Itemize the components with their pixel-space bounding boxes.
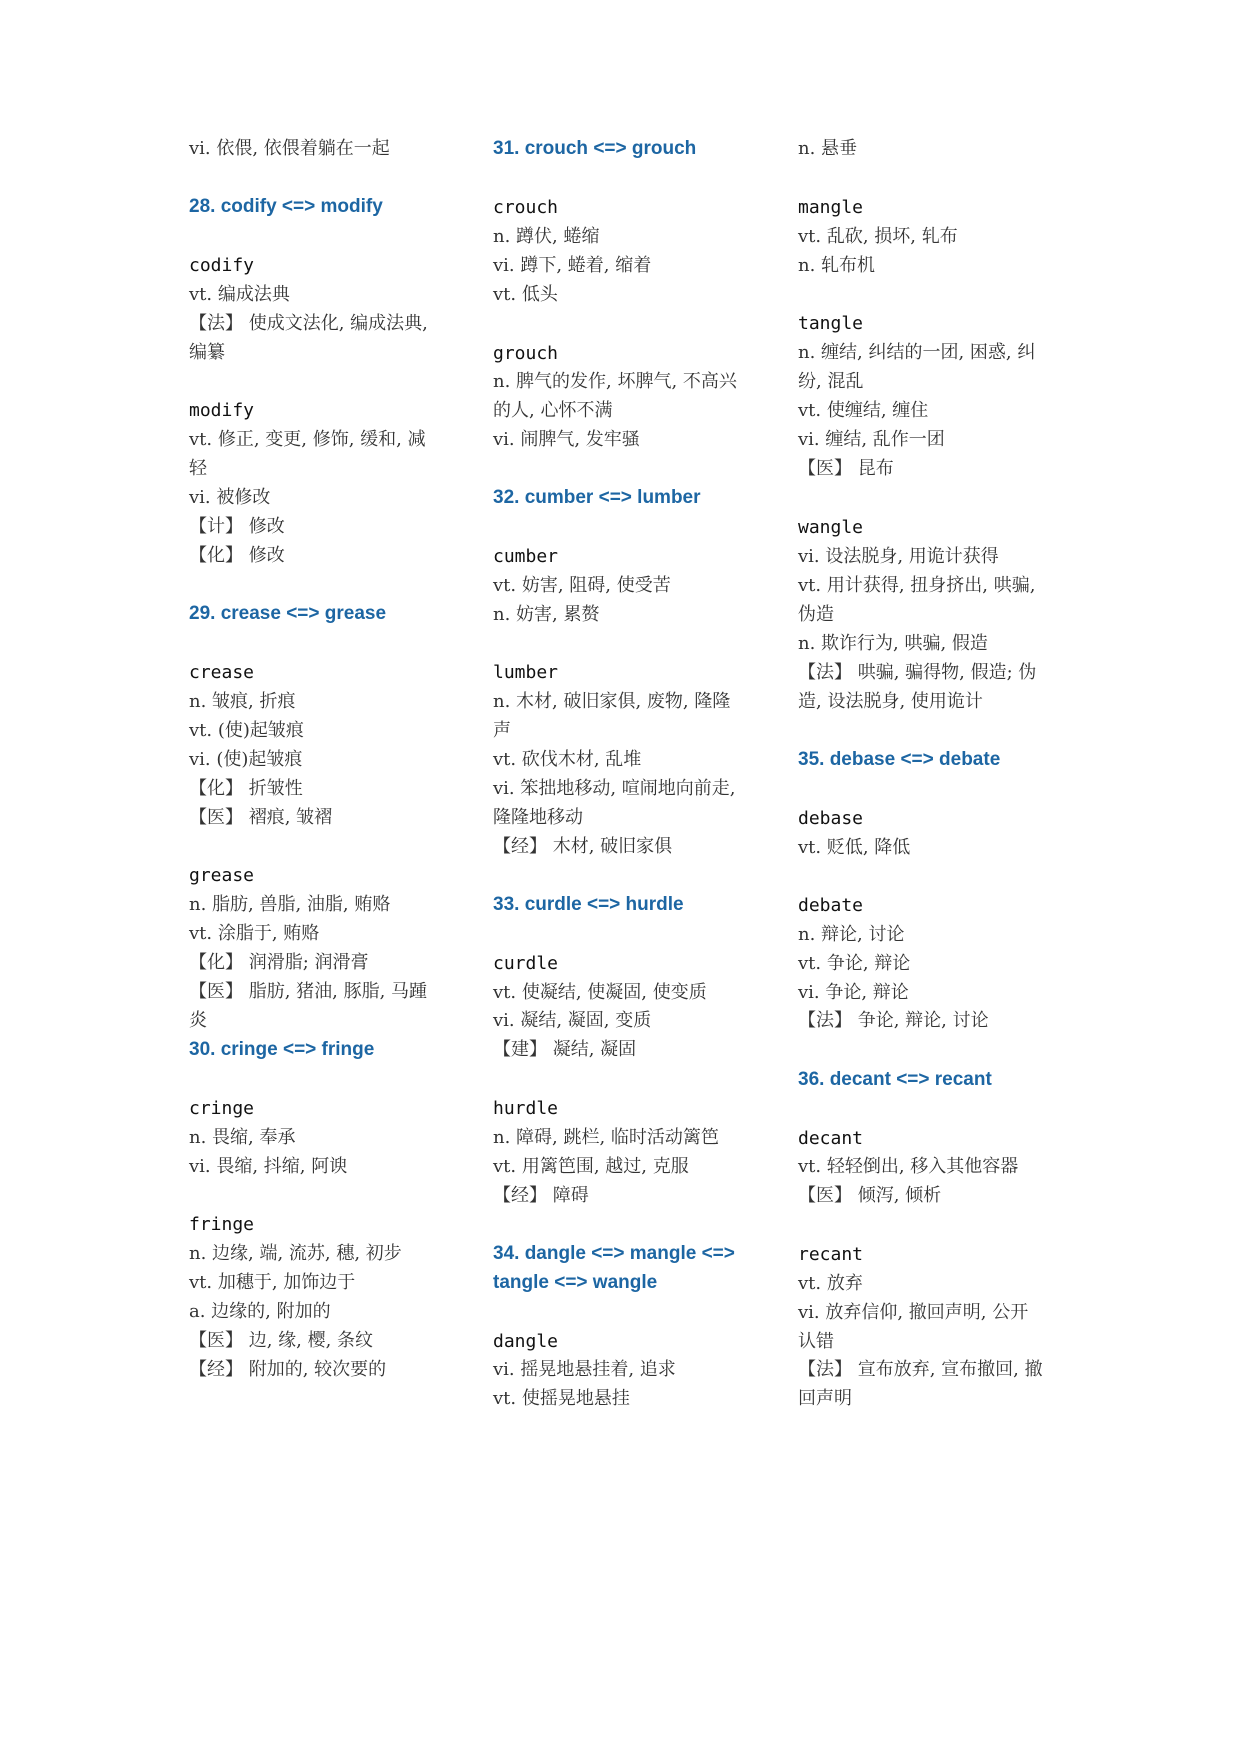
entry-heading: tangle <=> wangle — [493, 1272, 658, 1293]
definition-line: vi. 设法脱身, 用诡计获得 — [798, 546, 999, 567]
definition-line: 造, 设法脱身, 使用诡计 — [798, 691, 983, 712]
definition-line: vt. 涂脂于, 贿赂 — [189, 923, 320, 944]
definition-line: 【医】 脂肪, 猪油, 豚脂, 马踵 — [189, 981, 428, 1002]
headword: grouch — [493, 343, 559, 364]
definition-line: 认错 — [798, 1331, 834, 1352]
headword: grease — [189, 865, 255, 886]
headword: cumber — [493, 546, 559, 567]
definition-line: vi. 凝结, 凝固, 变质 — [493, 1010, 652, 1031]
entry-heading: 29. crease <=> grease — [189, 603, 387, 624]
definition-line: vi. 摇晃地悬挂着, 追求 — [493, 1359, 676, 1380]
definition-line: n. 悬垂 — [798, 138, 858, 159]
definition-line: vi. 争论, 辩论 — [798, 982, 909, 1003]
headword: lumber — [493, 662, 559, 683]
headword: fringe — [189, 1214, 255, 1235]
definition-line: vt. 使缠结, 缠住 — [798, 400, 929, 421]
definition-line: vt. 编成法典 — [189, 284, 290, 305]
definition-line: 轻 — [189, 458, 207, 479]
definition-line: n. 缠结, 纠结的一团, 困惑, 纠 — [798, 342, 1036, 363]
definition-line: 编纂 — [189, 342, 225, 363]
headword: crease — [189, 662, 255, 683]
headword: cringe — [189, 1098, 255, 1119]
definition-line: 【建】 凝结, 凝固 — [493, 1039, 637, 1060]
definition-line: 纷, 混乱 — [798, 371, 864, 392]
definition-line: 【法】 哄骗, 骗得物, 假造; 伪 — [798, 662, 1037, 683]
headword: curdle — [493, 953, 559, 974]
definition-line: n. 障碍, 跳栏, 临时活动篱笆 — [493, 1127, 719, 1148]
definition-line: vt. 轻轻倒出, 移入其他容器 — [798, 1156, 1019, 1177]
definition-line: n. 蹲伏, 蜷缩 — [493, 226, 600, 247]
entry-heading: 36. decant <=> recant — [798, 1069, 992, 1090]
entry-heading: 28. codify <=> modify — [189, 196, 383, 217]
definition-line: n. 辩论, 讨论 — [798, 924, 905, 945]
definition-line: 【医】 边, 缘, 樱, 条纹 — [189, 1330, 374, 1351]
definition-line: vt. 低头 — [493, 284, 558, 305]
definition-line: 的人, 心怀不满 — [493, 400, 613, 421]
definition-line: 【法】 争论, 辩论, 讨论 — [798, 1010, 989, 1031]
definition-line: 【经】 障碍 — [493, 1185, 589, 1206]
headword: debate — [798, 895, 864, 916]
definition-line: 【法】 使成文法化, 编成法典, — [189, 313, 428, 334]
definition-line: 【医】 昆布 — [798, 458, 894, 479]
definition-line: n. 欺诈行为, 哄骗, 假造 — [798, 633, 988, 654]
definition-line: vi. 畏缩, 抖缩, 阿谀 — [189, 1156, 348, 1177]
definition-line: vt. 用篱笆围, 越过, 克服 — [493, 1156, 689, 1177]
entry-heading: 30. cringe <=> fringe — [189, 1039, 375, 1060]
definition-line: n. 木材, 破旧家俱, 废物, 隆隆 — [493, 691, 731, 712]
definition-line: vt. (使)起皱痕 — [189, 720, 304, 741]
definition-line: 【化】 折皱性 — [189, 778, 303, 799]
headword: debase — [798, 808, 864, 829]
definition-line: n. 轧布机 — [798, 255, 876, 276]
entry-heading: 32. cumber <=> lumber — [493, 487, 701, 508]
definition-line: vt. 贬低, 降低 — [798, 837, 911, 858]
definition-line: vt. 修正, 变更, 修饰, 缓和, 减 — [189, 429, 426, 450]
entry-heading: 35. debase <=> debate — [798, 749, 1001, 770]
definition-line: 【医】 褶痕, 皱褶 — [189, 807, 333, 828]
definition-line: vi. (使)起皱痕 — [189, 749, 303, 770]
definition-line: a. 边缘的, 附加的 — [189, 1301, 331, 1322]
definition-line: vt. 加穗于, 加饰边于 — [189, 1272, 356, 1293]
definition-line: vt. 使凝结, 使凝固, 使变质 — [493, 982, 707, 1003]
definition-line: 【化】 修改 — [189, 545, 285, 566]
definition-line: 声 — [493, 720, 511, 741]
definition-line: 隆隆地移动 — [493, 807, 583, 828]
definition-line: vi. 依偎, 依偎着躺在一起 — [189, 138, 390, 159]
headword: decant — [798, 1128, 864, 1149]
definition-line: vi. 闹脾气, 发牢骚 — [493, 429, 640, 450]
definition-line: 【医】 倾泻, 倾析 — [798, 1185, 942, 1206]
definition-line: vi. 缠结, 乱作一团 — [798, 429, 945, 450]
entry-heading: 31. crouch <=> grouch — [493, 138, 697, 159]
definition-line: 伪造 — [798, 604, 834, 625]
definition-line: vt. 砍伐木材, 乱堆 — [493, 749, 642, 770]
definition-line: vi. 蹲下, 蜷着, 缩着 — [493, 255, 652, 276]
headword: recant — [798, 1244, 864, 1265]
entry-heading: 33. curdle <=> hurdle — [493, 894, 684, 915]
definition-line: n. 脾气的发作, 坏脾气, 不高兴 — [493, 371, 737, 392]
headword: crouch — [493, 197, 559, 218]
headword: codify — [189, 255, 255, 276]
definition-line: n. 皱痕, 折痕 — [189, 691, 296, 712]
definition-line: vt. 用计获得, 扭身挤出, 哄骗, — [798, 575, 1036, 596]
definition-line: vi. 放弃信仰, 撤回声明, 公开 — [798, 1302, 1029, 1323]
definition-line: vt. 妨害, 阻碍, 使受苦 — [493, 575, 671, 596]
definition-line: 【经】 附加的, 较次要的 — [189, 1359, 387, 1380]
entry-heading: 34. dangle <=> mangle <=> — [493, 1243, 735, 1264]
definition-line: vt. 争论, 辩论 — [798, 953, 911, 974]
definition-line: 【法】 宣布放弃, 宣布撤回, 撤 — [798, 1359, 1043, 1380]
headword: dangle — [493, 1331, 559, 1352]
definition-line: 炎 — [189, 1010, 207, 1031]
definition-line: 【计】 修改 — [189, 516, 285, 537]
headword: hurdle — [493, 1098, 559, 1119]
definition-line: vi. 被修改 — [189, 487, 271, 508]
definition-line: n. 边缘, 端, 流苏, 穗, 初步 — [189, 1243, 402, 1264]
definition-line: n. 妨害, 累赘 — [493, 604, 600, 625]
definition-line: vt. 使摇晃地悬挂 — [493, 1388, 630, 1409]
definition-line: 回声明 — [798, 1388, 852, 1409]
definition-line: n. 脂肪, 兽脂, 油脂, 贿赂 — [189, 894, 391, 915]
headword: modify — [189, 400, 255, 421]
definition-line: 【经】 木材, 破旧家俱 — [493, 836, 673, 857]
definition-line: 【化】 润滑脂; 润滑膏 — [189, 952, 369, 973]
headword: wangle — [798, 517, 864, 538]
definition-line: vt. 放弃 — [798, 1273, 863, 1294]
definition-line: n. 畏缩, 奉承 — [189, 1127, 296, 1148]
definition-line: vi. 笨拙地移动, 喧闹地向前走, — [493, 778, 736, 799]
headword: mangle — [798, 197, 864, 218]
headword: tangle — [798, 313, 864, 334]
definition-line: vt. 乱砍, 损坏, 轧布 — [798, 226, 958, 247]
